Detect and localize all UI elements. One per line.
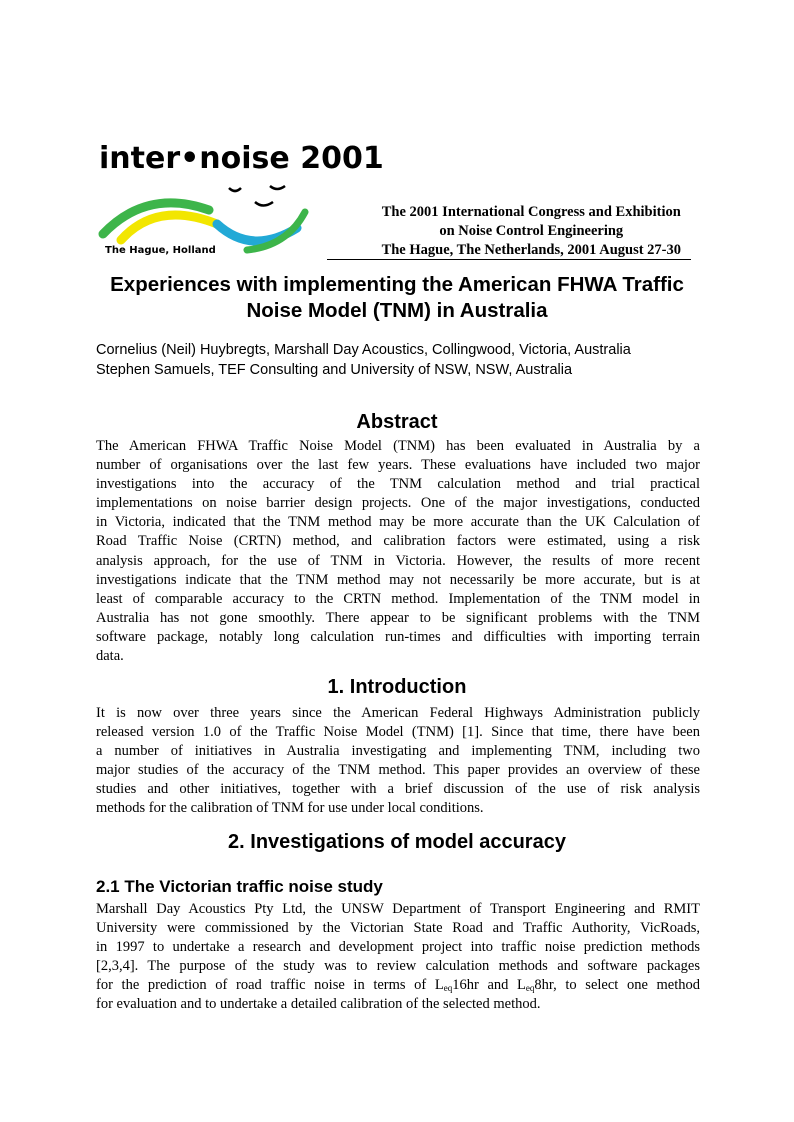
leq-text-b: 16hr and L: [452, 977, 526, 994]
logo-graphic: [97, 128, 384, 260]
author-1: Cornelius (Neil) Huybregts, Marshall Day Acoustics, Collingwood, Victoria, Australia: [96, 342, 631, 358]
abstract-line: implementations on noise barrier design projects. One of the major investigations, conducted: [96, 495, 700, 512]
conference-line-3: The Hague, The Netherlands, 2001 August 27-30: [381, 242, 681, 258]
abstract-line: least of comparable accuracy to the CRTN method. Implementation of the TNM model in: [96, 590, 700, 607]
author-2: Stephen Samuels, TEF Consulting and University of NSW, NSW, Australia: [96, 362, 573, 378]
abstract-line: Road Traffic Noise (CRTN) method, and calibration factors were estimated, using a risk: [96, 533, 700, 550]
header-rule: [327, 259, 691, 260]
abstract-line: data.: [96, 648, 124, 665]
section-2-1-body: [96, 900, 700, 1015]
abstract-heading: Abstract: [356, 411, 438, 433]
leq-subscript-1: eq: [443, 983, 453, 994]
conference-line-1: The 2001 International Congress and Exhibition: [381, 204, 681, 220]
abstract-line: analysis approach, for the use of TNM in Victoria. However, the results of more recent: [96, 552, 700, 569]
intro-line: studies and other initiatives, together with a brief discussion of the use of risk analysis: [96, 781, 700, 798]
paper-title: [60, 272, 734, 324]
introduction-heading: 1. Introduction: [327, 676, 467, 698]
section-line: for evaluation and to undertake a detailed calibration of the selected method.: [96, 996, 541, 1013]
logo-yellow-arc: [121, 215, 217, 240]
intro-line: major studies of the accuracy of the TNM method. This paper provides an overview of these: [96, 762, 700, 779]
conference-line-2: on Noise Control Engineering: [439, 223, 624, 239]
section-2-1-heading: 2.1 The Victorian traffic noise study: [96, 877, 383, 896]
logo-wordmark: inter•noise 2001: [99, 141, 384, 176]
abstract-line: software package, notably long calculation run-times and difficulties with importing terrain: [96, 628, 700, 645]
abstract-line: investigations indicate that the TNM method may not necessarily be more accurate, but is at: [96, 571, 700, 588]
section-line: University were commissioned by the Victorian State Road and Traffic Authority, VicRoads,: [96, 920, 700, 937]
leq-text-c: 8hr, to select one method: [534, 977, 700, 994]
abstract-body: [96, 437, 700, 666]
abstract-line: Australia has not gone smoothly. There appear to be significant problems with the TNM: [96, 609, 700, 626]
section-2-heading: 2. Investigations of model accuracy: [228, 831, 566, 853]
inter-noise-logo: [97, 128, 384, 260]
abstract-line: number of organisations over the last few years. These evaluations have included two major: [96, 457, 700, 474]
section-line-leq: [96, 976, 700, 995]
author-list: [96, 340, 716, 380]
intro-line: It is now over three years since the American Federal Highways Administration publicly: [96, 705, 700, 721]
logo-smile-left: [229, 188, 241, 191]
abstract-line: The American FHWA Traffic Noise Model (TNM) has been evaluated in Australia by a: [96, 438, 700, 454]
abstract-line: investigations into the accuracy of the TNM calculation method and trial practical: [96, 476, 700, 493]
section-line: [2,3,4]. The purpose of the study was to review calculation methods and software packages: [96, 958, 700, 975]
conference-header: [97, 128, 691, 260]
intro-line: a number of initiatives in Australia investigating and implementing TNM, including two: [96, 743, 700, 760]
intro-line: methods for the calibration of TNM for use under local conditions.: [96, 800, 484, 817]
intro-line: released version 1.0 of the Traffic Noise Model (TNM) [1]. Since that time, there have been: [96, 724, 700, 741]
conference-info: [382, 203, 681, 260]
logo-smile-right: [270, 186, 285, 189]
logo-place: The Hague, Holland: [105, 245, 216, 256]
logo-smile-middle: [255, 202, 273, 206]
introduction-body: [96, 704, 700, 819]
title-line-2: Noise Model (TNM) in Australia: [246, 299, 548, 322]
leq-text-a: for the prediction of road traffic noise in terms of L: [96, 977, 444, 994]
section-line: in 1997 to undertake a research and development project into traffic noise prediction methods: [96, 939, 700, 956]
section-line: Marshall Day Acoustics Pty Ltd, the UNSW Department of Transport Engineering and RMIT: [96, 901, 700, 917]
abstract-line: in Victoria, indicated that the TNM method may be more accurate than the UK Calculation of: [96, 514, 700, 531]
title-line-1: Experiences with implementing the American FHWA Traffic: [110, 273, 684, 296]
leq-subscript-2: eq: [525, 983, 535, 994]
